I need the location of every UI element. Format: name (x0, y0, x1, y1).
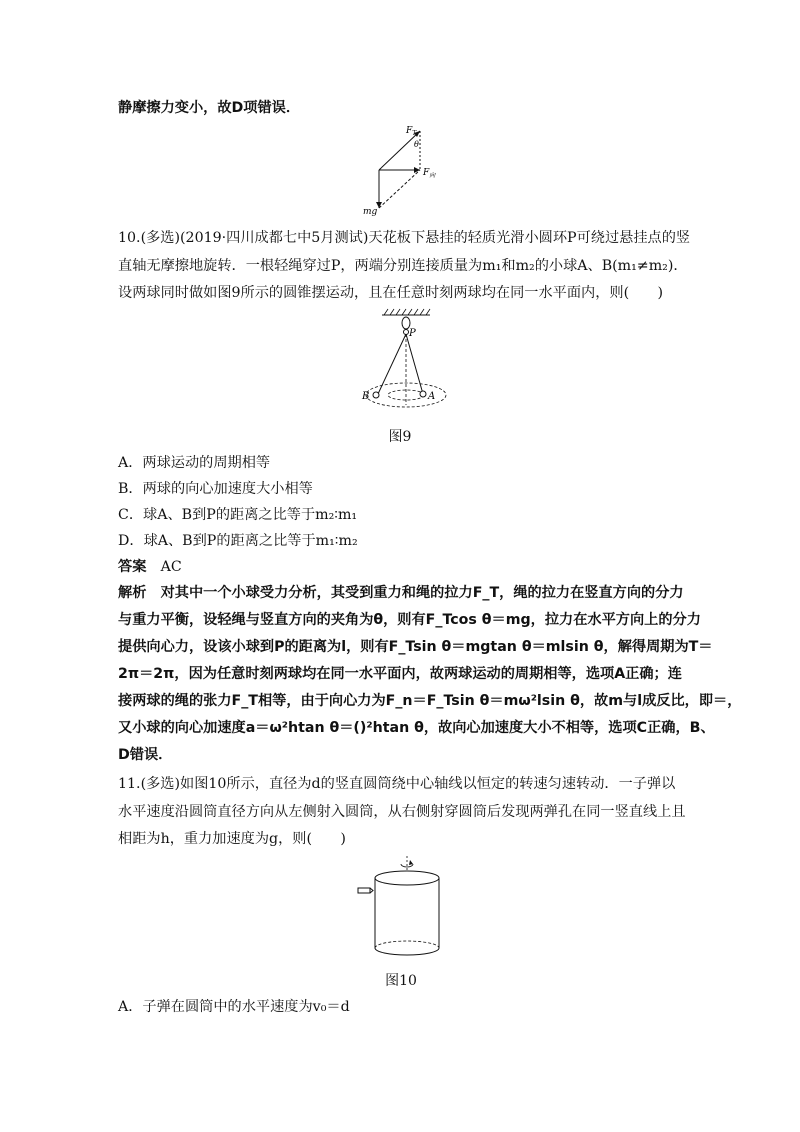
mg-label: mg (363, 207, 378, 217)
cylinder-figure (355, 852, 455, 962)
analysis-line-3: 提供向心力，设该小球到P的距离为l，则有F_Tsin θ＝mgtan θ＝mlsin θ，解得周期为T＝ (118, 639, 713, 655)
q10-answer (118, 557, 182, 577)
fn-label: $F_向$ (423, 168, 436, 179)
q11-option-a: A．子弹在圆筒中的水平速度为v₀＝d (118, 999, 350, 1015)
q10-option-b: B．两球的向心加速度大小相等 (118, 481, 313, 497)
force-diagram (360, 120, 460, 220)
analysis-line-4: 2π＝2π，因为任意时刻两球均在同一水平面内，故两球运动的周期相等，选项A正确；连 (118, 666, 682, 682)
q10-line-1: 10.(多选)(2019·四川成都七中5月测试)天花板下悬挂的轻质光滑小圆环P可绕过悬挂点的竖 (118, 230, 691, 246)
q10-option-c: C．球A、B到P的距离之比等于m₂∶m₁ (118, 507, 358, 523)
analysis-line-6: 又小球的向心加速度a＝ω²htan θ＝()²htan θ，故向心加速度大小不相等，选项C正确，B、 (118, 720, 715, 736)
answer-value: AC (160, 559, 182, 575)
q10-line-2: 直轴无摩擦地旋转．一根轻绳穿过P，两端分别连接质量为m₁和m₂的小球A、B(m₁≠m₂)． (118, 258, 688, 274)
analysis-line-1: 解析 对其中一个小球受力分析，其受到重力和绳的拉力F_T，绳的拉力在竖直方向的分力 (118, 585, 684, 601)
q10-option-a: A．两球运动的周期相等 (118, 455, 271, 471)
answer-label: 答案 (118, 559, 147, 575)
a-label: A (428, 391, 436, 402)
ft-label: $F_T$ (406, 126, 417, 137)
fig10-caption: 图10 (385, 973, 417, 989)
q11-line-1: 11.(多选)如图10所示，直径为d的竖直圆筒绕中心轴线以恒定的转速匀速转动．一子弹以 (118, 776, 676, 792)
q11-line-2: 水平速度沿圆筒直径方向从左侧射入圆筒，从右侧射穿圆筒后发现两弹孔在同一竖直线上且 (118, 804, 686, 820)
theta-label: θ (414, 140, 419, 149)
p-label: P (409, 328, 416, 339)
intro-line: 静摩擦力变小，故D项错误． (118, 100, 301, 116)
conical-pendulum-figure (350, 305, 470, 415)
analysis-line-5: 接两球的绳的张力F_T相等，由于向心力为F_n＝F_Tsin θ＝mω²lsin θ，故m与l成反比，即＝， (118, 693, 742, 709)
fig9-caption: 图9 (388, 429, 412, 445)
q10-option-d: D．球A、B到P的距离之比等于m₁∶m₂ (118, 533, 358, 549)
analysis-line-2: 与重力平衡，设轻绳与竖直方向的夹角为θ，则有F_Tcos θ＝mg，拉力在水平方向上的分力 (118, 612, 701, 628)
q11-line-3: 相距为h，重力加速度为g，则( ) (118, 831, 346, 847)
b-label: B (362, 391, 370, 402)
q10-line-3: 设两球同时做如图9所示的圆锥摆运动，且在任意时刻两球均在同一水平面内，则( ) (118, 285, 664, 301)
analysis-line-7: D错误． (118, 747, 173, 763)
